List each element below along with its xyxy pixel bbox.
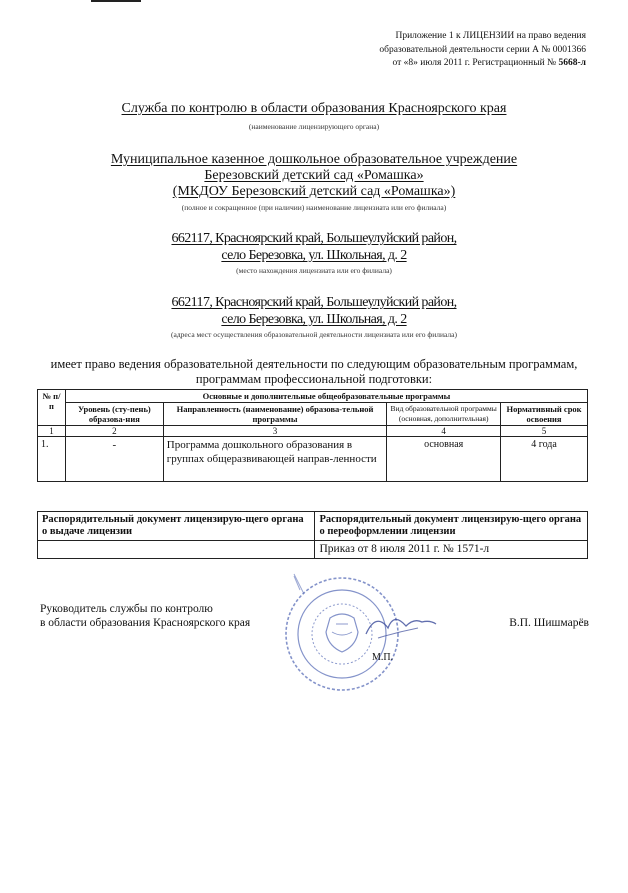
issue-order-value — [38, 541, 315, 559]
licensee-short-name: (МКДОУ Березовский детский сад «Ромашка») — [172, 184, 456, 199]
official-seal-stamp — [280, 572, 455, 702]
top-edge-line — [91, 0, 141, 2]
col-level-header: Уровень (сту-пень) образова-ния — [65, 403, 163, 426]
appendix-line-3 — [266, 57, 586, 71]
intro-line-1: имеет право ведения образовательной деятельности по следующим образовательным программам, — [50, 357, 578, 371]
intro-line-2: программам профессиональной подготовки: — [195, 372, 433, 386]
appendix-header — [266, 30, 586, 71]
col-num-header: № п/п — [38, 390, 66, 426]
col-direction-header: Направленность (наименование) образова-тельной программы — [163, 403, 387, 426]
row-term: 4 года — [501, 437, 588, 482]
row-num: 1. — [38, 437, 66, 482]
table-row — [38, 437, 588, 482]
position-line-2: в области образования Красноярского края — [40, 616, 251, 629]
appendix-date: от «8» июля 2011 г. Регистрационный № — [392, 58, 559, 68]
row-level: - — [65, 437, 163, 482]
programs-table — [37, 389, 588, 482]
mp-label: М.П. — [372, 652, 394, 663]
numbering-row — [38, 426, 588, 437]
signatory-position — [40, 603, 250, 630]
activity-address-caption: (адреса мест осуществления образовательной деятельности лицензиата или его филиала) — [171, 330, 457, 339]
numbering-cell: 1 — [38, 426, 66, 437]
signatory-name: В.П. Шишмарёв — [509, 617, 589, 629]
orders-table — [37, 511, 588, 559]
licensee-line-1: Муниципальное казенное дошкольное образовательное учреждение — [110, 152, 518, 167]
row-type: основная — [387, 437, 501, 482]
activity-address-line-2: село Березовка, ул. Школьная, д. 2 — [221, 312, 407, 327]
row-direction: Программа дошкольного образования в группах общеразвивающей направ-ленности — [163, 437, 387, 482]
numbering-cell: 5 — [501, 426, 588, 437]
numbering-cell: 2 — [65, 426, 163, 437]
licensee-caption: (полное и сокращенное (при наличии) наименование лицензиата или его филиала) — [181, 203, 447, 212]
reissue-order-header: Распорядительный документ лицензирую-щего органа о переоформлении лицензии — [315, 512, 588, 541]
registration-number: 5668-л — [558, 58, 586, 68]
numbering-cell: 3 — [163, 426, 387, 437]
appendix-line-1: Приложение 1 к ЛИЦЕНЗИИ на право ведения — [395, 31, 586, 41]
position-line-1: Руководитель службы по контролю — [40, 603, 213, 615]
col-type-header: Вид образовательной программы (основная, дополнительная) — [387, 403, 501, 426]
col-term-header: Нормативный срок освоения — [501, 403, 588, 426]
seal-graphic — [286, 574, 436, 690]
programs-group-header: Основные и дополнительные общеобразовательные программы — [65, 390, 587, 403]
issue-order-header: Распорядительный документ лицензирую-щего органа о выдаче лицензии — [38, 512, 315, 541]
authority-caption: (наименование лицензирующего органа) — [248, 122, 380, 131]
licensee-line-2: Березовский детский сад «Ромашка» — [204, 168, 424, 183]
location-line-2: село Березовка, ул. Школьная, д. 2 — [221, 248, 407, 263]
appendix-line-2: образовательной деятельности серии А № 0001366 — [379, 44, 586, 55]
reissue-order-value: Приказ от 8 июля 2011 г. № 1571-л — [315, 541, 588, 559]
numbering-cell: 4 — [387, 426, 501, 437]
activity-address-line-1: 662117, Красноярский край, Большеулуйский район, — [171, 295, 457, 310]
authority-name: Служба по контролю в области образования Красноярского края — [121, 101, 507, 116]
location-line-1: 662117, Красноярский край, Большеулуйский район, — [171, 231, 457, 246]
location-caption: (место нахождения лицензиата или его филиала) — [236, 266, 392, 275]
